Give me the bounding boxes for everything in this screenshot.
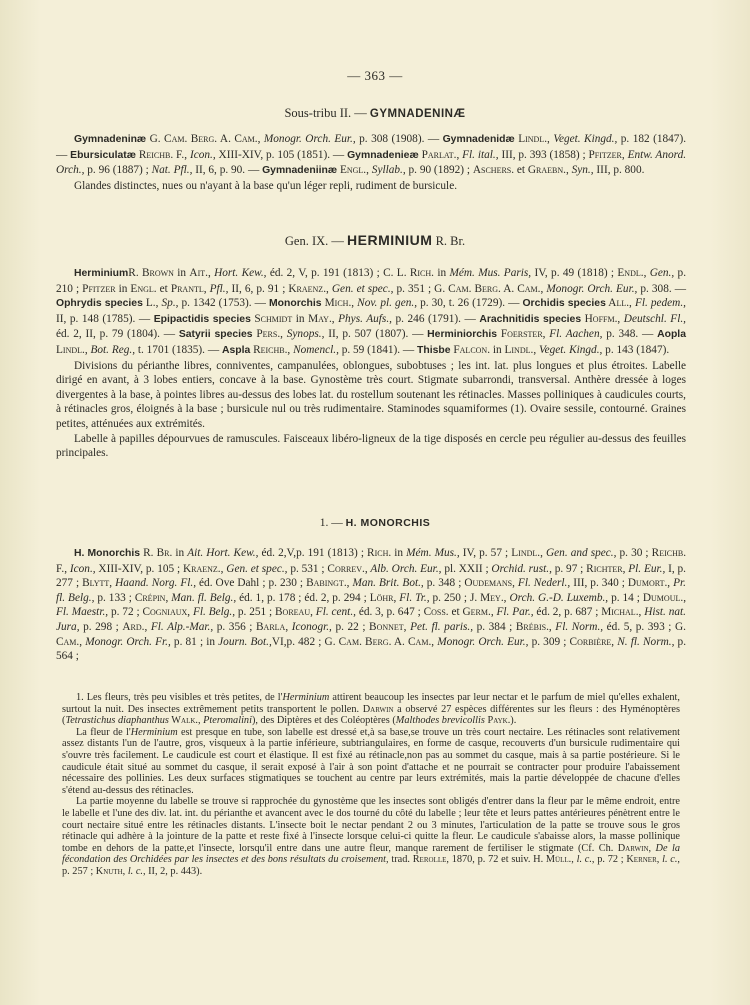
work-title: Fl. Alp.-Mar.,: [147, 620, 214, 633]
note-author: Payk.).: [484, 715, 517, 727]
work-title: Icon.,: [189, 148, 216, 161]
note-text: , p. 72 ;: [591, 854, 627, 866]
citation-text: in: [172, 547, 188, 559]
work-title: Nov. pl. gen.,: [354, 297, 418, 310]
work-title: Fl. Norm.,: [551, 620, 604, 633]
author: Kraenz.,: [182, 562, 224, 575]
author: Lindl.,: [518, 133, 550, 145]
citation: p. 308 (1908). —: [359, 133, 440, 145]
work-title: Man. fl. Belg.,: [168, 591, 237, 604]
note-text: ), des Diptères et des Coléoptères (: [251, 715, 396, 727]
work-title: Pfl.,: [206, 282, 229, 295]
work-title: Gen. and spec.,: [542, 547, 617, 559]
citation-text: p. 251 ;: [235, 606, 276, 619]
work-title: Monogr. Orch. Fr.,: [82, 635, 171, 648]
work-title: Fl. ital.,: [462, 148, 499, 161]
note-author: Kerner: [626, 854, 657, 866]
taxon-name: Epipactidis species: [153, 313, 251, 325]
subtribe-prefix: Sous-tribu II. —: [284, 106, 367, 120]
author: Brébis.,: [515, 620, 552, 633]
herminium-synonymy: [56, 266, 686, 461]
work-title: Veget. Kingd.,: [536, 343, 603, 356]
work-title: Fl. Par.,: [493, 606, 534, 619]
author: Oudemans,: [464, 577, 515, 590]
citation-text: p. 30, t. 26 (1729). —: [417, 297, 523, 310]
work-title: Mém. Mus.,: [406, 547, 460, 559]
note-italic: l. c.: [127, 865, 143, 877]
taxon-name: Gymnadenidæ: [442, 134, 515, 145]
author: Ard.,: [122, 620, 148, 633]
note-author: Müll.: [545, 854, 572, 866]
citation-text: éd. Ove Dahl ; p. 230 ;: [196, 577, 307, 590]
work-title: Orch. G.-D. Luxemb.,: [506, 591, 609, 604]
author: Corbière,: [569, 635, 615, 648]
citation-text: p. 133 ;: [94, 591, 135, 604]
work-title: Orchid. rust.,: [491, 562, 552, 575]
work-title: Syn.,: [571, 164, 594, 177]
taxon-name: Herminiorchis: [427, 329, 498, 341]
note-italic: Tetrastichus diaphanthus: [65, 715, 169, 727]
note-text: La partie moyenne du labelle se trouve si rapprochée du gynostème que les insectes sont obligés d'entrer dans la fleur par le même endroit, entre le labelle et l'une des div. lat. int. du périanthe et avancent avec le dos tourné du côté du labelle ; leur tête et leurs pattes antérieures pénètrent entre le court nectaire situé entre les rétinacles distants. L'insecte boit le nectar pendant 2 ou 3 minutes, l'articulation de la patte se trouve sous le gros rétinacle qui adhère à la jointure de la patte et reste fixé à l'insecte lorsque celui-ci quitte la fleur. Le caudicule s'abaisse alors, la masse pollinique tombe en dehors de la patte,et l'insecte, lorsqu'il entre dans une autre fleur, manque rarement de fertiliser le stigmate (Cf. Ch.: [62, 796, 680, 854]
work-title: Bot. Reg.,: [87, 343, 136, 356]
work-title: Phys. Aufs.,: [334, 312, 392, 325]
work-title: Mém. Mus. Paris,: [449, 267, 532, 279]
note-italic: De la fécondation des Orchidées par les insectes et des bons résultats du croisement,: [62, 842, 680, 866]
taxon-name: Gymnadenieæ: [347, 149, 419, 161]
work-title: Gen.,: [646, 267, 675, 279]
citation: III, p. 393 (1858) ;: [501, 148, 586, 161]
footnote-3: [62, 796, 680, 877]
citation-text: p. 351 ;: [393, 282, 435, 295]
footnote-1: [62, 692, 680, 727]
author: R. Brown: [128, 267, 174, 279]
taxon-name: Arachnitidis species: [479, 313, 582, 325]
note-italic: l. c.: [662, 854, 678, 866]
citation: p. 96 (1887) ;: [87, 164, 149, 177]
author: C. L. Rich.: [383, 267, 434, 279]
citation-text: III, p. 340 ;: [570, 577, 628, 590]
work-title: Syllab.,: [371, 164, 406, 177]
note-text: La fleur de l': [76, 726, 131, 738]
author: Rich.: [367, 547, 392, 559]
note-text: , p. 257 ;: [62, 854, 680, 877]
citation: II, 6, p. 90. —: [195, 164, 260, 177]
subtribe-heading: [0, 106, 750, 121]
author: Lindl.,: [56, 343, 88, 356]
work-title: Hist. nat. Jura,: [56, 606, 686, 633]
author: R. Br.: [143, 547, 173, 559]
species-name-bold: H. Monorchis: [74, 548, 141, 559]
author: Correv.,: [327, 562, 368, 575]
author: Ait.,: [189, 267, 211, 279]
taxon-name: Ebursiculatæ: [70, 149, 136, 161]
note-italic: Pteromalini: [203, 715, 252, 727]
taxon-name: Thisbe: [417, 344, 451, 356]
citation-text: éd. 2, II, p. 79 (1804). —: [56, 328, 179, 341]
citation-text: et: [156, 282, 171, 295]
citation-text: p. 1342 (1753). —: [178, 297, 270, 310]
work-title: Fl. Aachen,: [545, 328, 603, 341]
gymnadeniinae-description: Glandes distinctes, nues ou n'ayant à la base qu'un léger repli, rudiment de bursicule.: [74, 179, 458, 192]
citation-text: éd. 2, V, p. 191 (1813) ;: [266, 267, 384, 279]
gymnadeniinae-synonymy: [56, 132, 686, 193]
citation-text: II, 6, p. 91 ;: [228, 282, 289, 295]
citation-text: p. 308. —: [637, 282, 686, 295]
citation-text: p. 309 ;: [528, 635, 570, 648]
monorchis-synonymy: [56, 546, 686, 664]
footnotes: [62, 692, 680, 878]
work-title: Fl. Maestr.,: [56, 606, 109, 619]
author: Lindl.,: [511, 547, 543, 559]
work-title: Deutschl. Fl.,: [620, 312, 686, 325]
note-text: , 1870, p. 72 et suiv. H.: [446, 854, 546, 866]
work-title: Iconogr.,: [288, 620, 332, 633]
work-title: Pr. fl. Belg.,: [56, 577, 686, 604]
citation-text: éd. 2, p. 687 ;: [533, 606, 602, 619]
work-title: Veget. Kingd.,: [553, 133, 618, 145]
citation-text: p. 30 ;: [616, 547, 652, 559]
species-name: H. MONORCHIS: [345, 517, 431, 529]
author: Boreau,: [275, 606, 313, 619]
citation-text: p. 81 ; in: [170, 635, 219, 648]
citation-text: p. 348. —: [602, 328, 658, 341]
citation-text: I, p. 277 ;: [56, 562, 687, 590]
citation-text: in: [434, 267, 450, 279]
author: Pfitzer: [82, 282, 116, 295]
author: G. Cam. Berg. A. Cam.,: [434, 282, 544, 295]
work-title: Monogr. Orch. Eur.,: [434, 635, 529, 648]
taxon-name: Aopla: [657, 329, 686, 341]
author: May.,: [308, 312, 335, 325]
genus-heading: [0, 232, 750, 249]
genus-description: Divisions du périanthe libres, conniventes, campanulées, oblongues, subobtuses ; les int. lat. plus longues et plus étroites. Labelle dirigé en avant, à 3 lobes entiers, concave à la base. Gynostème très court. Stigmate subarrondi, transversal. Anthère dressée à loges divergentes à la base, à pointes libres au-dessus des lobes lat. du rostellum soutenant les rétinacles. Masses polliniques à caudicules courts, à rétinacles gros, éloignés à la base ; bursicule nul ou très rudimentaire. Staminodes squamiformes (1). Ovaire sessile, contourné. Graines petites, atténuées aux extrémités.: [56, 359, 686, 430]
author: Hoffm.,: [581, 312, 621, 325]
author: Cogniaux,: [142, 606, 191, 619]
subtribe-name: GYMNADENINÆ: [369, 108, 466, 120]
citation-text: p. 531 ;: [287, 562, 328, 575]
citation-text: p. 14 ;: [608, 591, 643, 604]
author: Falcon.: [450, 343, 491, 356]
work-title: Fl. Belg.,: [190, 606, 236, 619]
author: Dumort.,: [627, 577, 671, 590]
note-text: ,: [571, 854, 577, 866]
author: Lindl.,: [504, 343, 537, 356]
author: G. Cam. Berg. A. Cam.,: [149, 133, 261, 145]
citation-text: II, p. 507 (1807). —: [324, 328, 428, 341]
work-title: Fl. cent.,: [312, 606, 356, 619]
citation-text: éd. 3, p. 647 ;: [355, 606, 424, 619]
work-title: Monogr. Orch. Eur.,: [543, 282, 638, 295]
citation-text: et: [448, 606, 463, 619]
work-title: Sp.,: [158, 297, 179, 310]
citation-text: in: [391, 547, 407, 559]
author: All.,: [605, 297, 632, 310]
author: G. Cam.,: [56, 620, 686, 648]
author: Dumoul.,: [642, 591, 687, 604]
work-title: Hort. Kew.,: [210, 267, 267, 279]
note-italic: Herminium: [130, 726, 178, 738]
note-text: 1. Les fleurs, très peu visibles et très petites, de l': [76, 692, 283, 703]
citation-text: p. 143 (1847).: [602, 343, 670, 356]
work-title: Journ. Bot.,: [218, 635, 272, 648]
genus-anatomy: Labelle à papilles dépourvues de ramuscules. Faisceaux libéro-ligneux de la tige disposés en cercle peu régulier au-dessus des feuilles principales.: [56, 432, 686, 460]
note-author: Rerolle: [412, 854, 447, 866]
citation: p. 182 (1847). —: [56, 133, 687, 161]
citation-text: p. 59 (1841). —: [338, 343, 418, 356]
author: Schmidt: [250, 312, 293, 325]
work-title: N. fl. Norm.,: [614, 635, 675, 648]
taxon-name: Herminium: [74, 268, 129, 279]
synonymy-paragraph: [56, 266, 686, 359]
footnote-2: [62, 727, 680, 797]
note-text: , II, 2, p. 443).: [142, 865, 203, 877]
author: Engl.,: [339, 164, 369, 177]
note-text: ,: [656, 854, 663, 866]
author: Aschers.: [472, 164, 515, 177]
work-title: Fl. Nederl.,: [514, 577, 571, 590]
work-title: Pet. fl. paris.,: [406, 620, 474, 633]
note-text: attirent beaucoup les insectes par leur nectar et le parfum de miel qu'elles exhalent, surtout la nuit. Des insectes extrêmement petits transportent le pollen.: [62, 692, 680, 715]
author: Mich.,: [321, 297, 355, 310]
author: Graebn.,: [527, 164, 569, 177]
author: Reichb.,: [250, 343, 291, 356]
author: Babingt.,: [306, 577, 350, 590]
author: Coss.: [423, 606, 449, 619]
citation-text: in: [292, 312, 309, 325]
author: G. Cam. Berg. A. Cam.,: [324, 635, 435, 648]
species-prefix: 1. —: [319, 517, 343, 529]
citation: III, p. 800.: [596, 164, 645, 177]
taxon-name: Ophrydis species: [56, 298, 143, 310]
work-title: Gen. et spec.,: [328, 282, 394, 295]
genus-name: HERMINIUM: [347, 232, 433, 248]
author: Bonnet,: [369, 620, 407, 633]
author: Crépin,: [134, 591, 169, 604]
author: Engl.: [130, 282, 157, 295]
citation-text: t. 1701 (1835). —: [135, 343, 222, 356]
taxon-name: Aspla: [221, 344, 251, 356]
citation-text: XIII-XIV, p. 105 ;: [95, 562, 183, 575]
author: Prantl,: [170, 282, 207, 295]
citation-text: p. 97 ;: [551, 562, 587, 575]
species-heading: [0, 517, 750, 529]
author: L.,: [142, 297, 159, 310]
author: Pers.,: [252, 328, 283, 341]
species-citations: [56, 546, 686, 664]
work-title: Nomencl.,: [290, 343, 339, 356]
taxon-name: Orchidis species: [522, 298, 606, 310]
note-author: Darwin: [362, 703, 394, 715]
note-italic: Herminium: [282, 692, 330, 703]
work-title: Entw. Anord. Orch.,: [56, 148, 687, 177]
taxon-name: Satyrii species: [178, 329, 253, 341]
author: Germ.,: [462, 606, 494, 619]
author: Pfitzer,: [588, 148, 625, 161]
author: Michal.,: [601, 606, 642, 619]
note-text: ,: [648, 842, 656, 854]
work-title: Man. Brit. Bot.,: [349, 577, 424, 590]
citation-text: p. 348 ;: [423, 577, 465, 590]
note-author: Walk.,: [168, 715, 204, 727]
citation-text: p. 250 ;: [429, 591, 470, 604]
citation: XIII-XIV, p. 105 (1851). —: [218, 148, 345, 161]
citation-text: p. 246 (1791). —: [391, 312, 480, 325]
work-title: Fl. pedem.,: [631, 297, 686, 310]
taxon-name: Gymnadeniinæ: [262, 165, 338, 177]
citation-text: IV, p. 49 (1818) ;: [531, 267, 618, 279]
genus-author: R. Br.: [435, 234, 466, 248]
note-italic: l. c.: [576, 854, 592, 866]
citation-text: p. 22 ;: [331, 620, 370, 633]
note-text: trad.: [388, 854, 413, 866]
author: Löhr,: [369, 591, 397, 604]
citation-text: in: [115, 282, 131, 295]
citation-text: II, p. 148 (1785). —: [56, 312, 154, 325]
note-text: est presque en tube, son labelle est dressé et,à sa base,se trouve un très court nectaire. Les rétinacles sont relativement assez distants l'un de l'autre, gros, visqueux à la partie inférieure, subtriangulaires, en forme de casque, recouverts d'un bursicule rudimentaire qui s'ouvre très facilement. Le caudicule est court et élastique. Il est fixé au rétinacle,non pas au sommet du casque, mais à sa partie postérieure. Si le caudicule était situé au sommet du casque, il serait exposé à l'air à son point d'attache et ne pourrait se contracter pour produire l'abaissement nécessaire des pollinies. Les deux surfaces stigmatiques se touchent au centre par leurs extrémités, mais la partie développée de chacune d'elles s'étend au-dessus des rétinacles.: [62, 726, 680, 796]
author: Foerster,: [497, 328, 546, 341]
work-title: Alb. Orch. Eur.,: [367, 562, 442, 575]
work-title: Ait. Hort. Kew.,: [187, 547, 259, 559]
note-text: ,: [122, 865, 128, 877]
page-number: — 363 —: [347, 68, 403, 83]
author: Barla,: [256, 620, 289, 633]
citation-text: in: [173, 267, 190, 279]
work-title: Monogr. Orch. Eur.,: [263, 133, 356, 145]
citation-text: pl. XXII ;: [441, 562, 492, 575]
work-title: Pl. Eur.,: [625, 562, 666, 575]
citation-text: IV, p. 57 ;: [459, 547, 512, 559]
author: Reichb. F.,: [56, 547, 687, 575]
author: Reichb. F.,: [138, 148, 188, 161]
genus-prefix: Gen. IX. —: [284, 234, 344, 248]
author: Richter,: [586, 562, 626, 575]
citation-text: p. 384 ;: [473, 620, 516, 633]
author: Parlat.,: [421, 148, 460, 161]
work-title: Gen. et spec.,: [223, 562, 288, 575]
citation-text: p. 298 ;: [79, 620, 123, 633]
taxon-name: Monorchis: [269, 298, 322, 310]
citation-text: p. 564 ;: [56, 635, 687, 663]
citation-text: p. 210 ;: [56, 267, 687, 295]
note-text: a observé 27 espèces différentes sur les fleurs : des Hyménoptères (: [62, 703, 680, 727]
citation-text: p. 356 ;: [213, 620, 257, 633]
work-title: Nat. Pfl.,: [151, 164, 193, 177]
work-title: Synops.,: [282, 328, 325, 341]
citation-text: éd. 1, p. 178 ; éd. 2, p. 294 ;: [236, 591, 370, 604]
work-title: Icon.,: [67, 562, 96, 575]
citation-text: in: [490, 343, 505, 356]
work-title: Haand. Norg. Fl.,: [112, 577, 197, 590]
work-title: Fl. Tr.,: [396, 591, 430, 604]
author: Blytt,: [82, 577, 113, 590]
citation-text: VI,p. 482 ;: [271, 635, 325, 648]
author: Kraenz.,: [288, 282, 329, 295]
conjunction: et: [516, 164, 526, 177]
citation-text: éd. 5, p. 393 ;: [603, 620, 675, 633]
citation: p. 90 (1892) ;: [408, 164, 471, 177]
author: J. Mey.,: [469, 591, 507, 604]
note-author: Knuth: [95, 865, 123, 877]
note-author: Darwin: [617, 842, 649, 854]
citation-text: éd. 2,V,p. 191 (1813) ;: [258, 547, 368, 559]
citation-text: p. 72 ;: [108, 606, 143, 619]
taxon-name: Gymnadeninæ: [74, 134, 147, 145]
note-italic: Malthodes brevicollis: [395, 715, 485, 727]
author: Endl.,: [617, 267, 647, 279]
